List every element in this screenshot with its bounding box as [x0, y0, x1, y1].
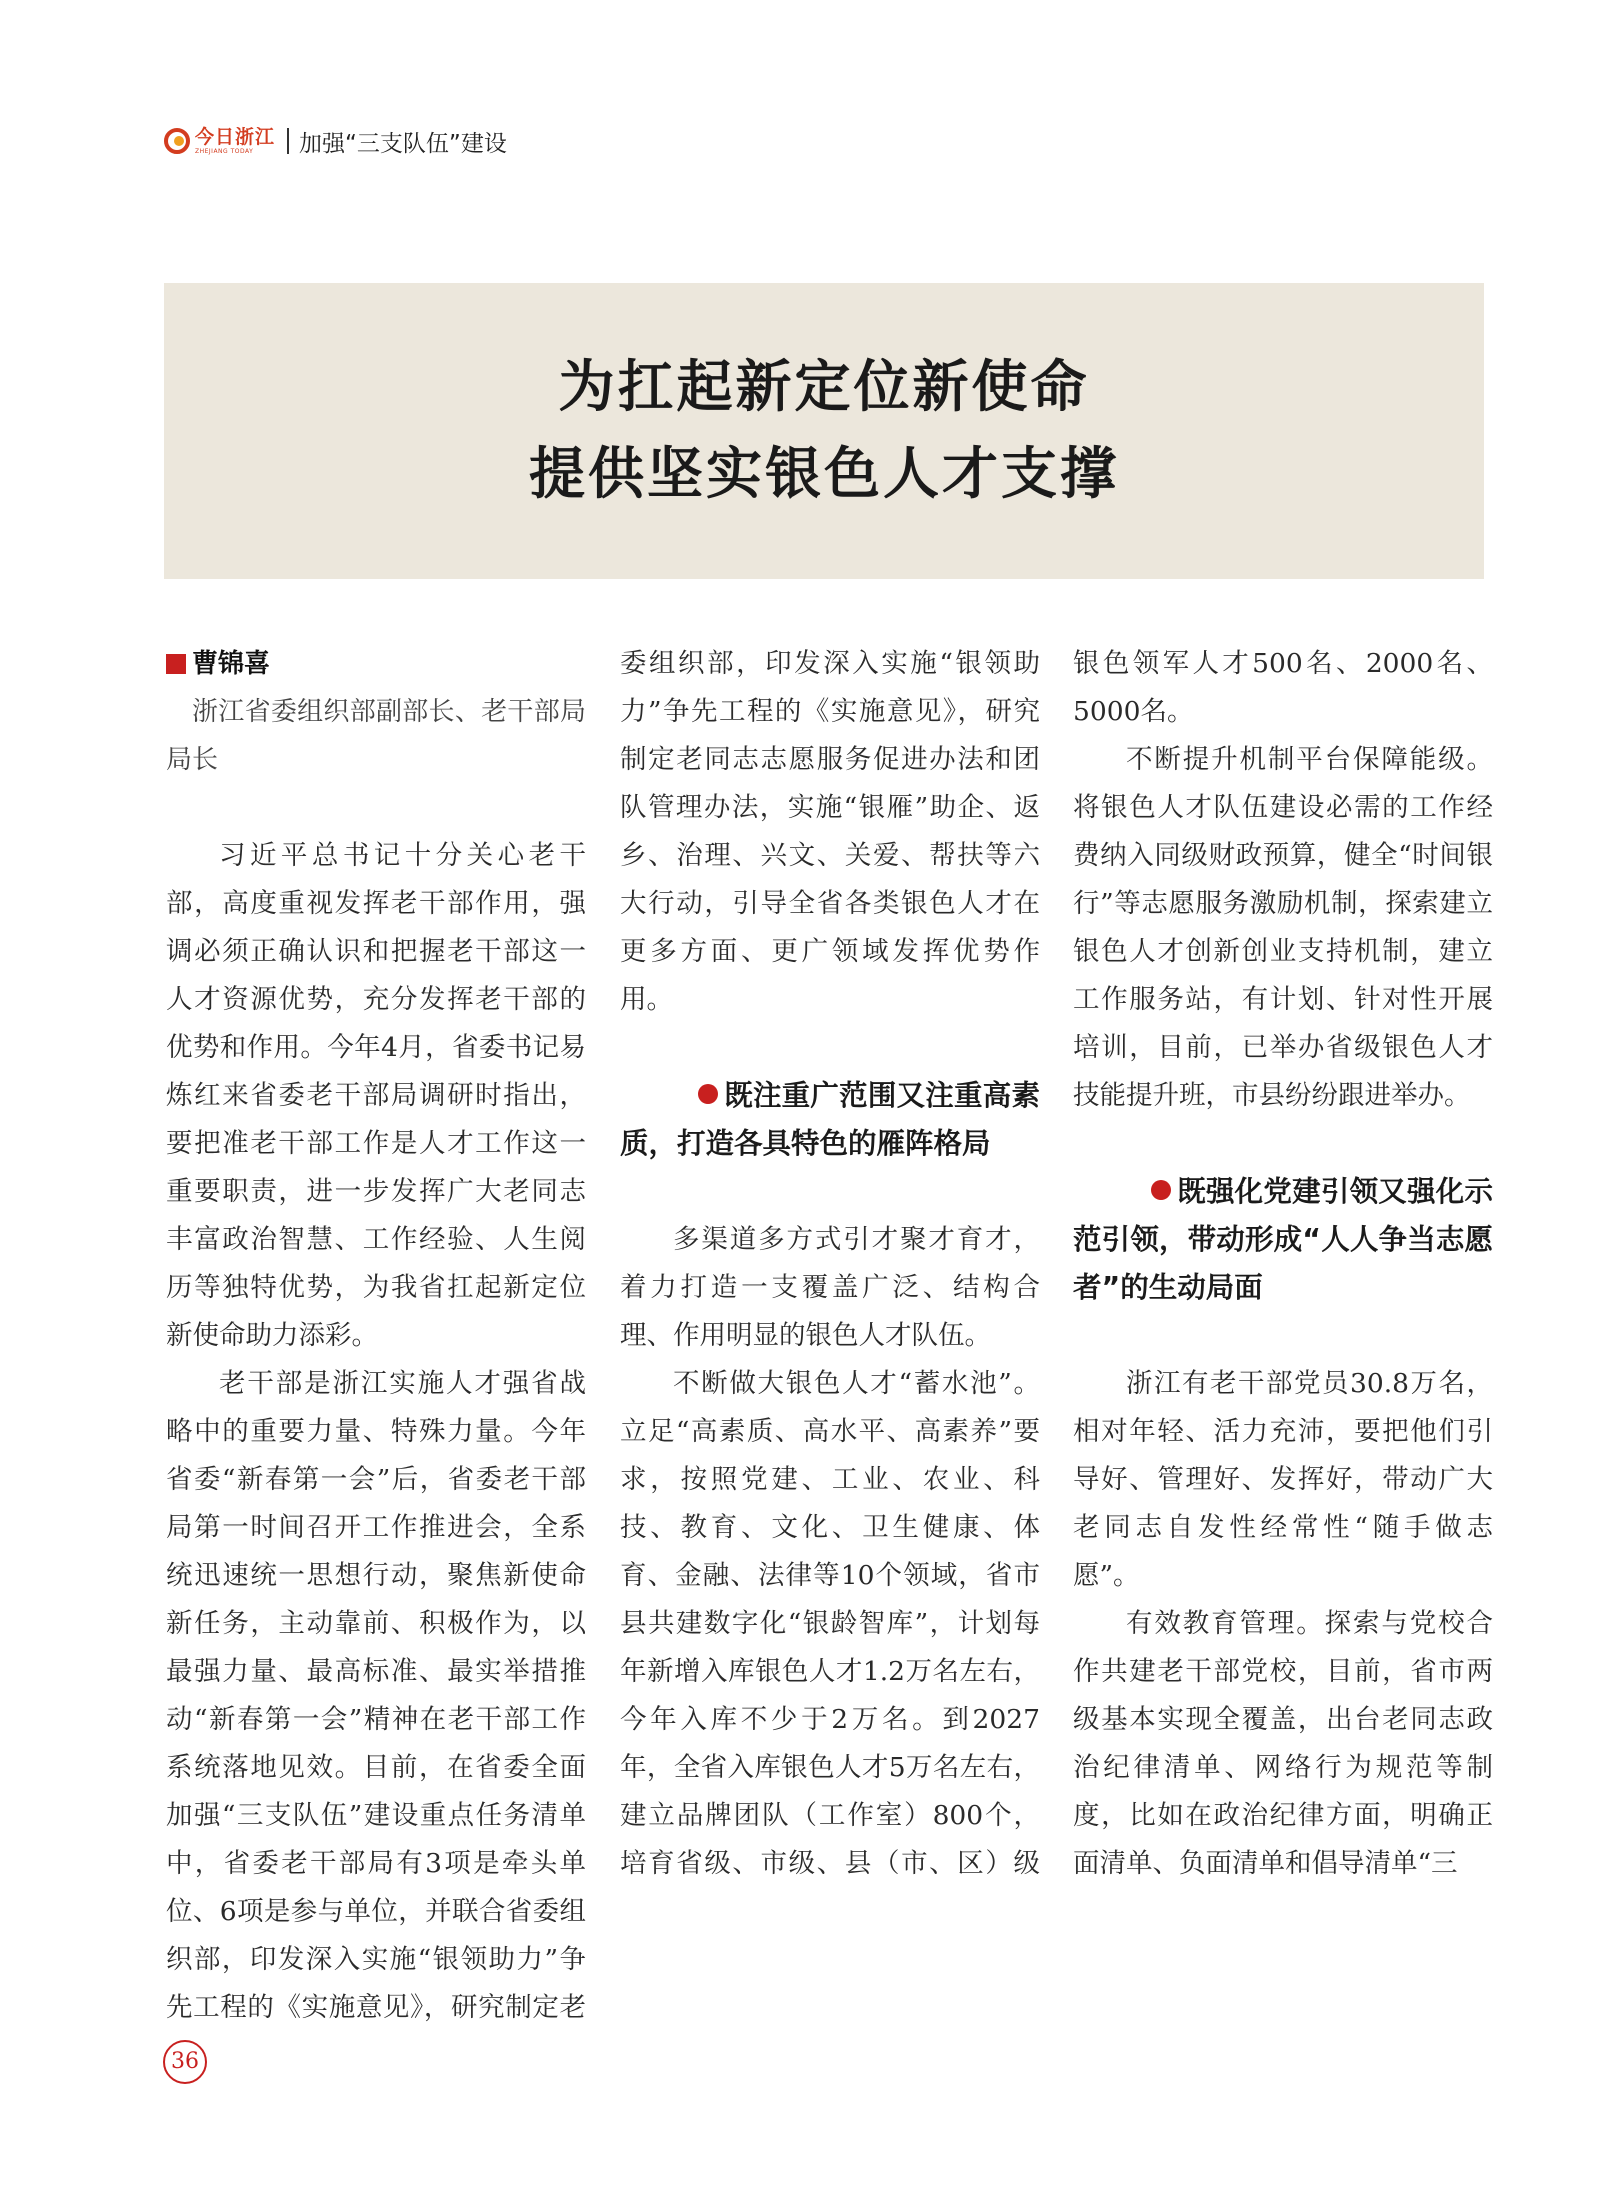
paragraph-3: 多渠道多方式引才聚才育才，着力打造一支覆盖广泛、结构合理、作用明显的银色人才队伍。 — [620, 1224, 1040, 1351]
article-title-line-2: 提供坚实银色人才支撑 — [529, 441, 1119, 507]
author-name: 曹锦喜 — [192, 649, 271, 679]
subheading-1: 既注重广范围又注重高素质，打造各具特色的雁阵格局 — [620, 1079, 1040, 1160]
subheading-2: 既强化党建引领又强化示范引领，带动形成“人人争当志愿者”的生动局面 — [1073, 1175, 1493, 1304]
column-2 — [620, 640, 1040, 1888]
paragraph-7: 有效教育管理。探索与党校合作共建老干部党校，目前，省市两级基本实现全覆盖，出台老同志政治纪律清单、网络行为规范等制度，比如在政治纪律方面，明确正面清单、负面清单和倡导清单“三 — [1073, 1608, 1493, 1879]
logo-sun-icon — [163, 127, 191, 155]
paragraph-5: 不断提升机制平台保障能级。将银色人才队伍建设必需的工作经费纳入同级财政预算，健全“时间银行”等志愿服务激励机制，探索建立银色人才创新创业支持机制，建立工作服务站，有计划、针对性开展培训，目前，已举办省级银色人才技能提升班，市县纷纷跟进举办。 — [1073, 744, 1493, 1111]
red-dot-bullet-icon — [698, 1084, 718, 1104]
page-header — [163, 121, 507, 161]
logo-chinese-text: 今日浙江 — [195, 125, 276, 148]
magazine-logo — [163, 127, 275, 155]
column-3 — [1073, 640, 1493, 1888]
author-affiliation: 浙江省委组织部副部长、老干部局局长 — [166, 697, 586, 775]
paragraph-4-continued: 银色领军人才500名、2000名、5000名。 — [1073, 648, 1493, 727]
page-number: 36 — [163, 2040, 207, 2084]
red-square-bullet-icon — [166, 654, 186, 674]
section-label: 加强“三支队伍”建设 — [299, 130, 507, 157]
paragraph-2: 老干部是浙江实施人才强省战略中的重要力量、特殊力量。今年省委“新春第一会”后，省委老干部局第一时间召开工作推进会，全系统迅速统一思想行动，聚焦新使命新任务，主动靠前、积极作为，以最强力量、最高标准、最实举措推动“新春第一会”精神在老干部工作系统落地见效。目前，在省委全面加强“三支队伍”建设重点任务清单中，省委老干部局有3项是牵头单位、6项是参与单位，并联合省委组织部，印发深入实施“银领助力”争先工程的《实施意见》，研究制定老 — [166, 1368, 586, 2023]
column-1 — [166, 640, 586, 2032]
paragraph-1: 习近平总书记十分关心老干部，高度重视发挥老干部作用，强调必须正确认识和把握老干部这一人才资源优势，充分发挥老干部的优势和作用。今年4月，省委书记易炼红来省委老干部局调研时指出，要把准老干部工作是人才工作这一重要职责，进一步发挥广大老同志丰富政治智慧、工作经验、人生阅历等独特优势，为我省扛起新定位新使命助力添彩。 — [166, 840, 586, 1351]
header-divider — [287, 128, 289, 154]
paragraph-2-continued: 委组织部，印发深入实施“银领助力”争先工程的《实施意见》，研究制定老同志志愿服务促进办法和团队管理办法，实施“银雁”助企、返乡、治理、兴文、关爱、帮扶等六大行动，引导全省各类银色人才在更多方面、更广领域发挥优势作用。 — [620, 648, 1040, 1015]
article-title-line-1: 为扛起新定位新使命 — [558, 354, 1090, 421]
logo-english-text: ZHEJIANG TODAY — [195, 147, 254, 155]
author-row — [166, 640, 586, 688]
paragraph-4: 不断做大银色人才“蓄水池”。立足“高素质、高水平、高素养”要求，按照党建、工业、农业、科技、教育、文化、卫生健康、体育、金融、法律等10个领域，省市县共建数字化“银龄智库”，计划每年新增入库银色人才1.2万名左右，今年入库不少于2万名。到2027年，全省入库银色人才5万名左右，建立品牌团队（工作室）800个，培育省级、市级、县（市、区）级 — [620, 1368, 1040, 1879]
paragraph-6: 浙江有老干部党员30.8万名，相对年轻、活力充沛，要把他们引导好、管理好、发挥好，带动广大老同志自发性经常性“随手做志愿”。 — [1073, 1368, 1493, 1591]
red-dot-bullet-icon — [1151, 1180, 1171, 1200]
title-banner — [164, 283, 1484, 579]
